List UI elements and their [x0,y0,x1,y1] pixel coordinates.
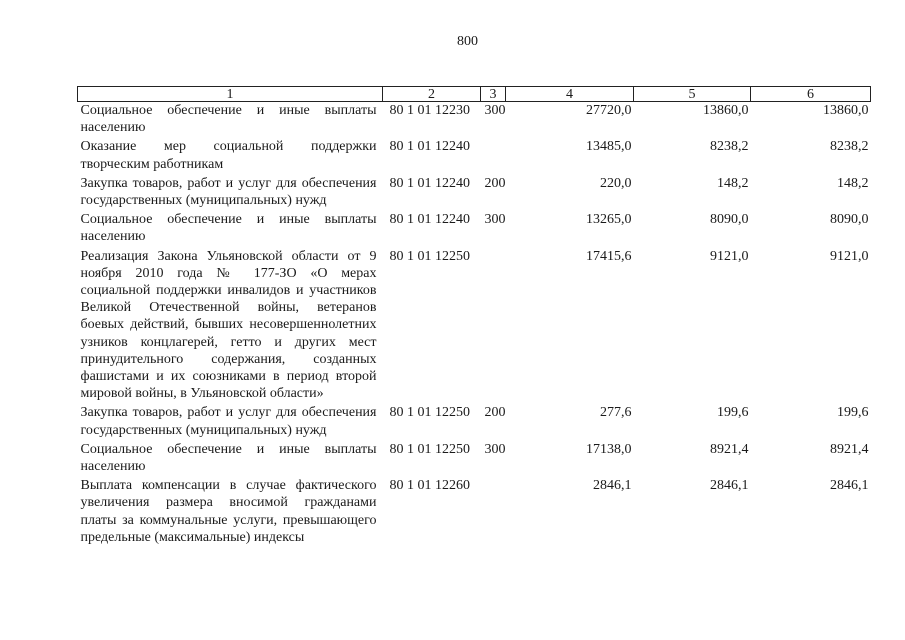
column-header-6: 6 [751,87,871,102]
table-row [78,477,871,548]
row-value-4: 2846,1 [593,478,632,494]
row-value-5: 2846,1 [710,478,749,494]
row-code: 80 1 01 12250 [389,248,470,264]
row-expense-type [481,477,506,548]
row-name: Оказание мер социальной поддержки творческим работникам [80,139,377,172]
row-value-4: 17415,6 [586,248,632,264]
row-value-6: 8238,2 [830,139,869,155]
row-name: Реализация Закона Ульяновской области от 9 ноября 2010 года № 177-ЗО «О мерах социальной поддержки инвалидов и участников Великой Отечественной войны, ветеранов боевых действий, бывших несовершеннолетних узников концлагерей, гетто и других мест принудительного содержания, созданных фашистами и их союзниками в период второй мировой войны, в Ульяновской области» [80,248,377,402]
column-header-1: 1 [78,87,383,102]
row-expense-type: 300 [484,441,506,457]
row-code: 80 1 01 12230 [389,103,470,118]
table-row [78,138,871,174]
row-expense-type: 300 [484,212,506,228]
row-value-6: 8921,4 [830,441,869,457]
row-expense-type: 200 [484,405,506,421]
column-header-4: 4 [506,87,634,102]
table-row [78,175,871,211]
table-row [78,404,871,440]
page-number: 800 [457,34,478,49]
row-name: Закупка товаров, работ и услуг для обеспечения государственных (муниципальных) нужд [80,175,377,209]
row-value-4: 220,0 [600,175,632,191]
row-code: 80 1 01 12240 [389,175,470,191]
row-value-5: 148,2 [717,175,749,191]
row-expense-type: 200 [484,175,506,191]
row-value-5: 13860,0 [703,103,749,118]
row-value-4: 277,6 [600,405,632,421]
table-row [78,211,871,247]
row-name: Закупка товаров, работ и услуг для обеспечения государственных (муниципальных) нужд [80,405,377,438]
row-expense-type [481,138,506,174]
column-header-5: 5 [634,87,751,102]
row-name: Выплата компенсации в случае фактического увеличения размера вносимой гражданами платы за коммунальные услуги, превышающего предельные (максимальные) индексы [80,478,377,545]
column-header-2: 2 [383,87,481,102]
row-value-5: 8921,4 [710,441,749,457]
row-code: 80 1 01 12250 [389,441,470,457]
row-value-5: 199,6 [717,405,749,421]
row-code: 80 1 01 12240 [389,139,470,155]
row-value-4: 13485,0 [586,139,632,155]
header-row [78,87,871,102]
row-value-6: 9121,0 [830,248,869,264]
row-expense-type [481,248,506,405]
row-name: Социальное обеспечение и иные выплаты населению [80,441,377,475]
row-name: Социальное обеспечение и иные выплаты населению [80,103,377,136]
table-row [78,102,871,139]
budget-table [77,86,871,548]
row-value-4: 13265,0 [586,212,632,228]
row-value-5: 9121,0 [710,248,749,264]
row-value-6: 148,2 [837,175,869,191]
row-value-6: 13860,0 [823,103,869,118]
column-header-3: 3 [481,87,506,102]
row-value-6: 199,6 [837,405,869,421]
row-value-5: 8090,0 [710,212,749,228]
row-value-6: 8090,0 [830,212,869,228]
row-value-4: 17138,0 [586,441,632,457]
row-name: Социальное обеспечение и иные выплаты населению [80,212,377,245]
row-code: 80 1 01 12250 [389,405,470,421]
row-code: 80 1 01 12260 [389,478,470,494]
table-row [78,441,871,477]
row-value-6: 2846,1 [830,478,869,494]
row-expense-type: 300 [484,103,506,118]
row-value-5: 8238,2 [710,139,749,155]
table-row [78,248,871,405]
row-value-4: 27720,0 [586,103,632,118]
row-code: 80 1 01 12240 [389,212,470,228]
